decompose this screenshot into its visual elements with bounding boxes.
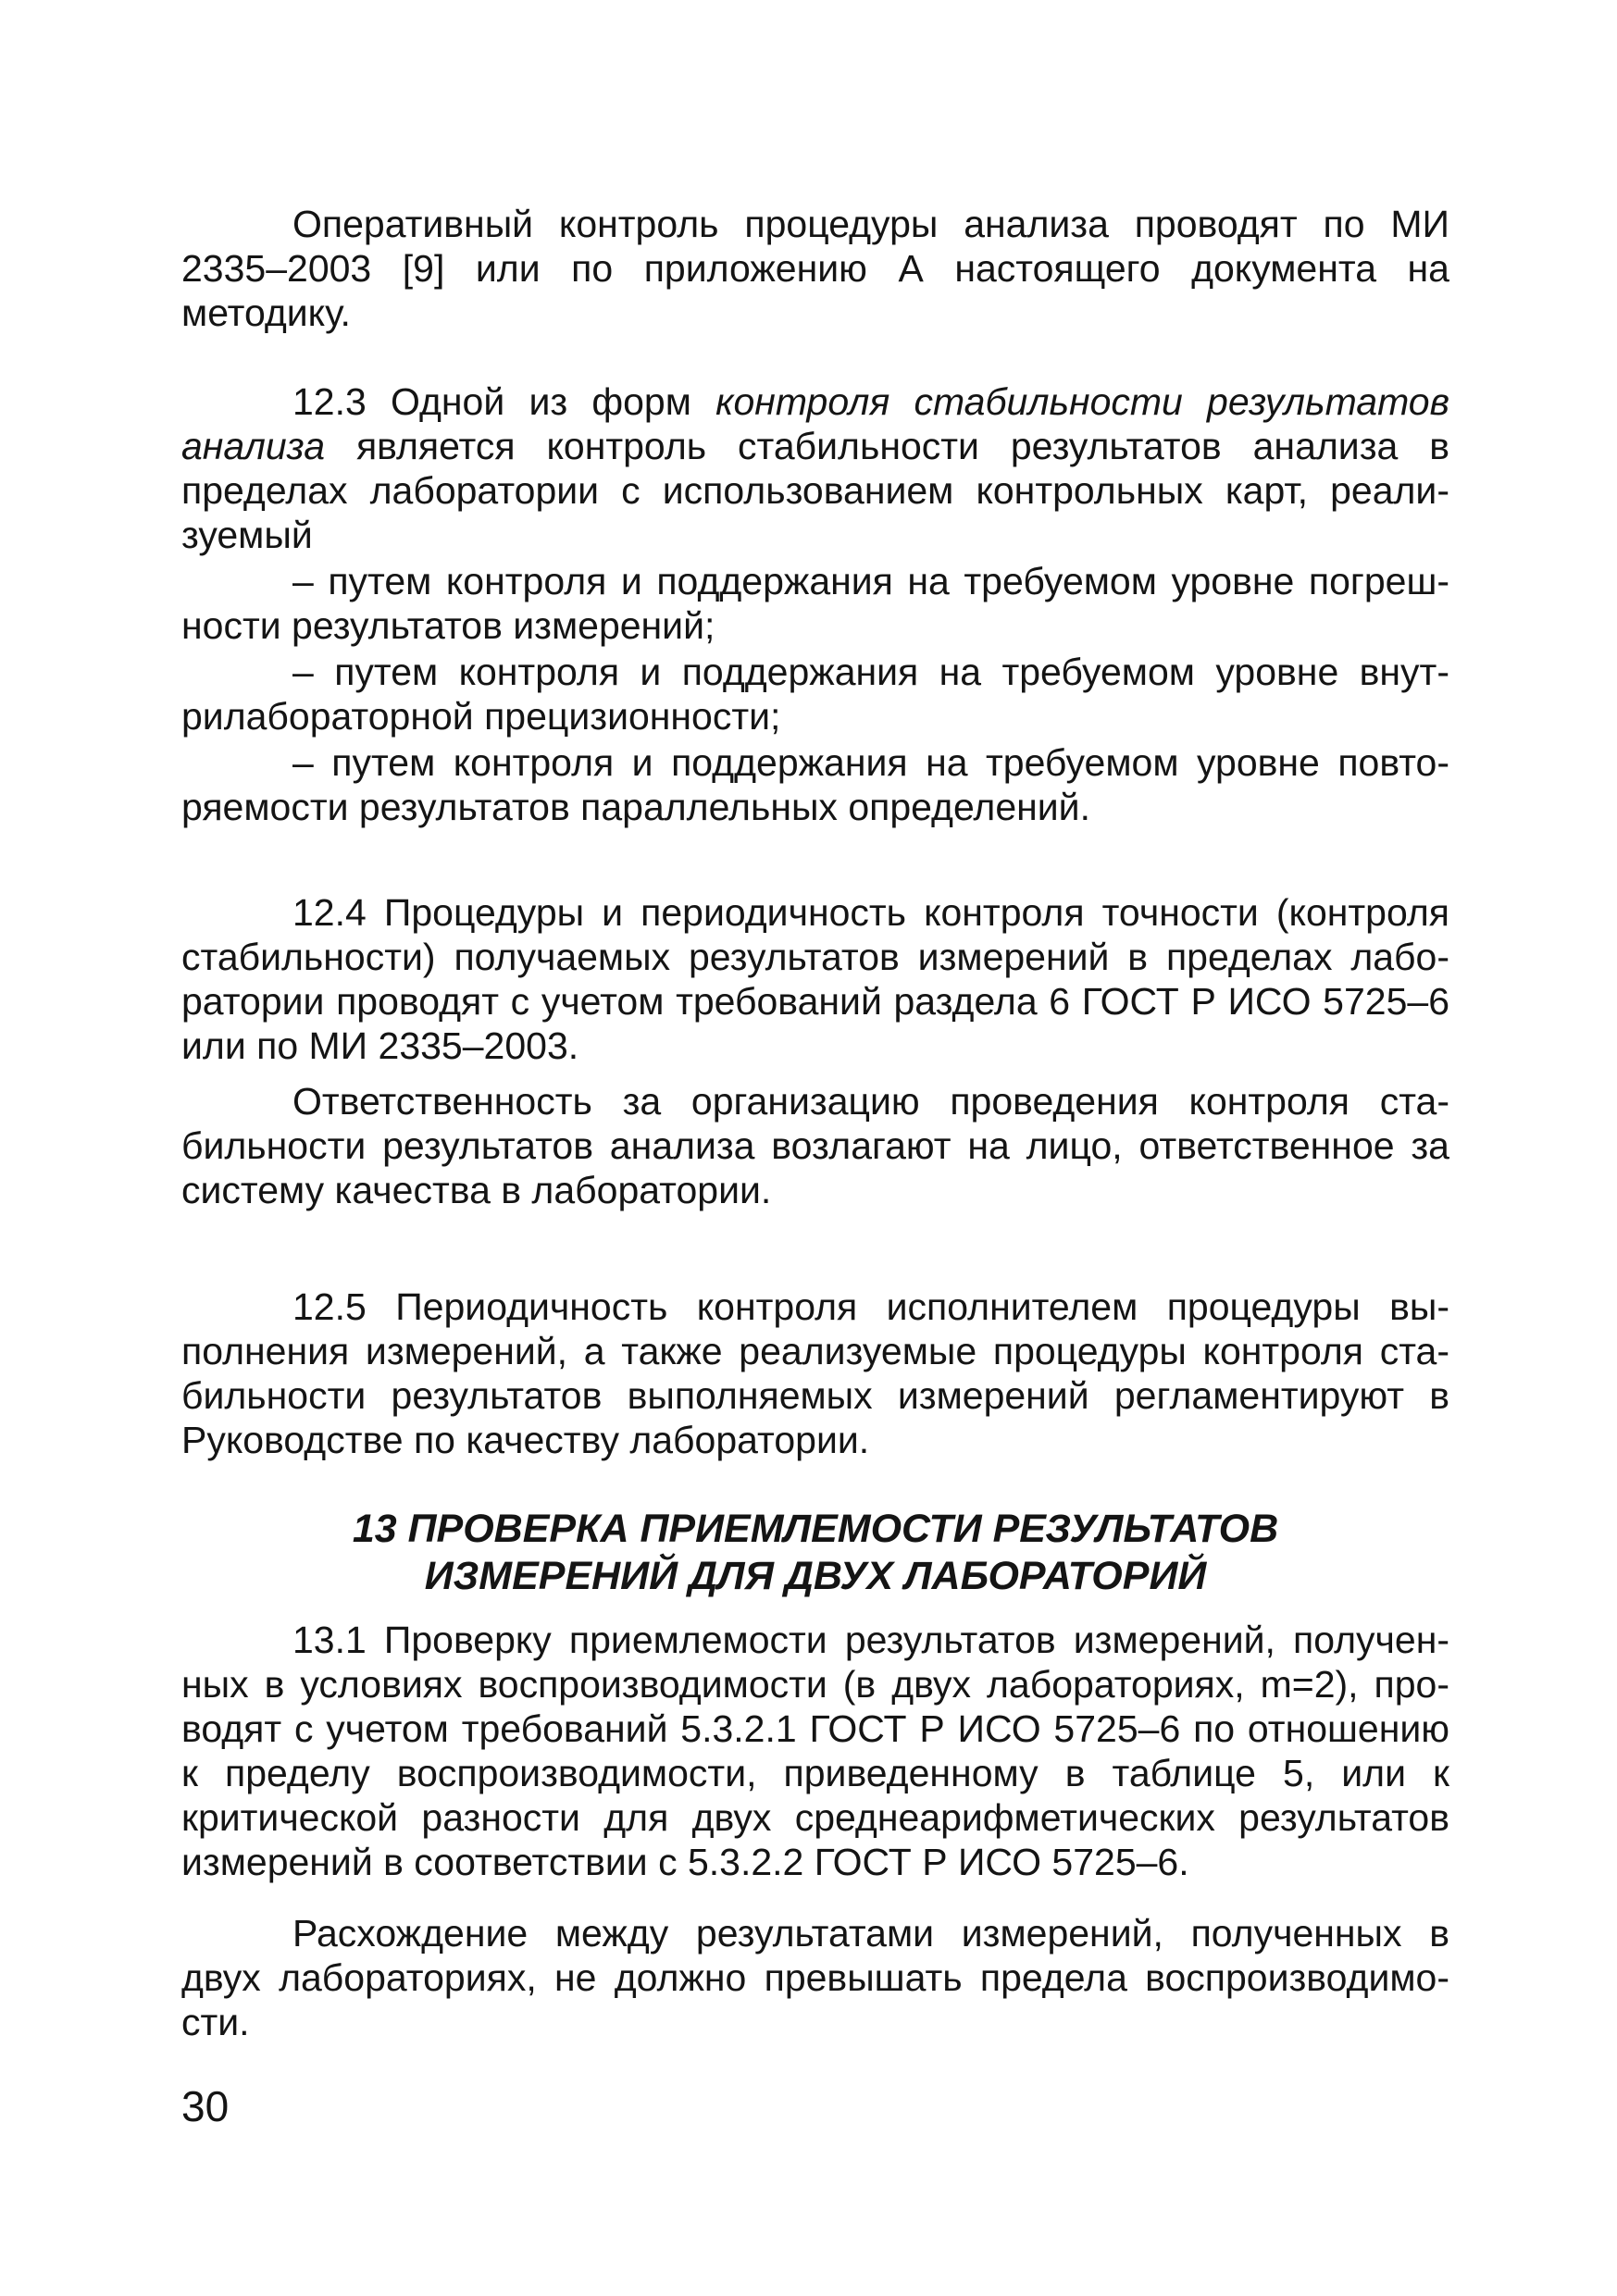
paragraph-12-4: 12.4 Процедуры и периодичность контроля точности (контроля стабильности) получаемых результатов измерений в пределах лаборатории проводят с учетом требований раздела 6 ГОСТ Р ИСО 5725–6 или по МИ 2335–2003.	[181, 891, 1449, 1067]
section-heading-line-2: ИЗМЕРЕНИЙ ДЛЯ ДВУХ ЛАБОРАТОРИЙ	[424, 1554, 1207, 1598]
paragraph-12-3-rest: является контроль стабильности результатов анализа в пределах лаборатории с использованием контрольных карт, реализуемый	[181, 425, 1449, 556]
paragraph-13-1: 13.1 Проверку приемлемости результатов измерений, полученных в условиях воспроизводимости (в двух лабораториях, m=2), проводят с учетом требований 5.3.2.1 ГОСТ Р ИСО 5725–6 по отношению к пределу воспроизводимости, приведенному в таблице 5, или к критической разности для двух среднеарифметических результатов измерений в соответствии с 5.3.2.2 ГОСТ Р ИСО 5725–6.	[181, 1619, 1449, 1883]
section-heading-13	[181, 1506, 1449, 1600]
block-section-12-4	[181, 890, 1449, 1212]
block-discrepancy	[181, 1911, 1449, 2044]
paragraph-12-3-prefix: 12.3 Одной из форм	[292, 380, 716, 423]
paragraph-discrepancy: Расхождение между результатами измерений, полученных в двух лабораториях, не должно превышать предела воспроизводимости.	[181, 1912, 1449, 2043]
block-section-12-5	[181, 1285, 1449, 1462]
block-section-13-1	[181, 1618, 1449, 1884]
list-item-error-control: – путем контроля и поддержания на требуемом уровне погрешности результатов измерений;	[181, 560, 1449, 647]
block-section-12-3	[181, 379, 1449, 829]
page-number: 30	[181, 2082, 230, 2130]
list-item-precision-control: – путем контроля и поддержания на требуемом уровне внутрилабораторной прецизионности;	[181, 651, 1449, 738]
list-item-repeatability-control: – путем контроля и поддержания на требуемом уровне повторяемости результатов параллельных определений.	[181, 741, 1449, 828]
paragraph-12-5: 12.5 Периодичность контроля исполнителем процедуры выполнения измерений, а также реализуемые процедуры контроля стабильности результатов выполняемых измерений регламентируют в Руководстве по качеству лаборатории.	[181, 1285, 1449, 1461]
paragraph-12-3	[181, 379, 1449, 557]
paragraph-responsibility: Ответственность за организацию проведения контроля стабильности результатов анализа возлагают на лицо, ответственное за систему качества в лаборатории.	[181, 1080, 1449, 1211]
paragraph-operational-control: Оперативный контроль процедуры анализа проводят по МИ 2335–2003 [9] или по приложению А настоящего документа на методику.	[181, 203, 1449, 334]
paragraph-12-3-emphasis: контроля стабильности результатов анализа	[181, 380, 1449, 467]
section-heading-line-1: 13 ПРОВЕРКА ПРИЕМЛЕМОСТИ РЕЗУЛЬТАТОВ	[352, 1507, 1279, 1551]
block-operational-control	[181, 202, 1449, 335]
